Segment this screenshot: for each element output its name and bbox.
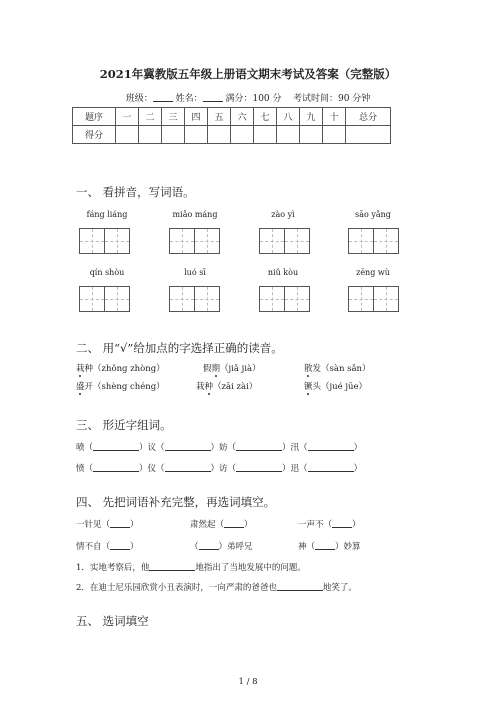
reading-item — [203, 362, 261, 374]
idiom-text: ） — [352, 520, 361, 530]
reading-item — [76, 380, 165, 392]
char-prompt: ）访（ — [210, 464, 237, 474]
pinyin-label: sāo yǎng — [355, 210, 391, 219]
section-5-heading: 五、 选词填空 — [76, 614, 149, 628]
pinyin-label: qín shòu — [89, 268, 125, 277]
answer-blank[interactable] — [308, 463, 354, 472]
question-text: 地指出了当地发展中的问题。 — [195, 563, 306, 573]
score-header-cell: 十 — [323, 108, 346, 126]
idiom-item — [298, 518, 361, 530]
answer-blank[interactable] — [199, 541, 219, 550]
char-prompt: ）仪（ — [139, 464, 165, 474]
word-group-row — [76, 441, 362, 453]
idiom-text: ）妙算 — [335, 542, 361, 552]
idiom-text: 肃然起（ — [190, 520, 225, 530]
score-header-cell: 六 — [231, 108, 254, 126]
score-cell[interactable] — [254, 126, 277, 144]
pinyin-label: zào yì — [271, 210, 295, 219]
plain-char: 栽 — [196, 382, 205, 392]
answer-blank[interactable] — [236, 463, 282, 472]
answer-blank[interactable] — [308, 442, 354, 451]
reading-options[interactable]: （zāi zài） — [213, 382, 258, 392]
answer-blank[interactable] — [165, 442, 211, 451]
question-text: 2．在迪士尼乐园欣赏小丑表演时，一向严肃的爸爸也 — [76, 583, 277, 593]
dotted-char: 栽 — [76, 364, 85, 374]
idiom-text: 神（ — [298, 542, 316, 552]
section-2-heading: 二、 用“√”给加点的字选择正确的读音。 — [76, 341, 283, 355]
writing-box[interactable] — [284, 286, 310, 312]
dotted-char: 期 — [211, 364, 221, 374]
idiom-text: ） — [130, 520, 139, 530]
score-cell[interactable] — [116, 126, 139, 144]
char-prompt: ） — [353, 443, 363, 453]
reading-options[interactable]: 开（shèng chéng） — [84, 382, 165, 392]
section-3-heading: 三、 形近字组词。 — [76, 418, 172, 432]
exam-info — [0, 91, 496, 104]
char-prompt: ）汛（ — [282, 443, 308, 453]
char-prompt: 愤（ — [76, 464, 94, 474]
fill-question-2 — [76, 581, 357, 593]
score-cell[interactable] — [346, 126, 391, 144]
answer-blank[interactable] — [224, 519, 244, 528]
pinyin-label: luó sī — [184, 268, 206, 277]
writing-box[interactable] — [373, 228, 399, 254]
question-text: 1．实地考察后，他 — [76, 563, 150, 573]
answer-blank[interactable] — [110, 541, 130, 550]
score-cell[interactable] — [139, 126, 162, 144]
answer-blank[interactable] — [315, 541, 335, 550]
idiom-item — [76, 540, 139, 552]
char-prompt: ）迅（ — [282, 464, 308, 474]
score-header-cell: 二 — [139, 108, 162, 126]
idiom-text: 情不自（ — [76, 542, 111, 552]
name-blank — [203, 92, 223, 102]
plain-char: 假 — [203, 364, 212, 374]
writing-box[interactable] — [284, 228, 310, 254]
page-title: 2021年冀教版五年级上册语文期末考试及答案（完整版） — [99, 67, 397, 81]
writing-box[interactable] — [79, 228, 105, 254]
idiom-text: （ — [190, 542, 199, 552]
answer-blank[interactable] — [332, 519, 352, 528]
writing-box[interactable] — [169, 286, 195, 312]
writing-box[interactable] — [259, 286, 285, 312]
idiom-item — [298, 540, 361, 552]
score-cell[interactable] — [300, 126, 323, 144]
answer-blank[interactable] — [165, 463, 211, 472]
answer-blank[interactable] — [110, 519, 130, 528]
score-header-cell: 八 — [277, 108, 300, 126]
dotted-char: 盛 — [76, 382, 85, 392]
reading-item — [304, 362, 371, 374]
writing-box[interactable] — [373, 286, 399, 312]
class-label: 班级： — [125, 94, 153, 104]
writing-box[interactable] — [79, 286, 105, 312]
score-cell[interactable] — [185, 126, 208, 144]
score-header-cell: 七 — [254, 108, 277, 126]
idiom-text: ） — [130, 542, 139, 552]
char-prompt: ）妨（ — [210, 443, 237, 453]
pinyin-label: fáng liáng — [86, 210, 128, 219]
writing-box[interactable] — [194, 286, 220, 312]
score-header-cell: 题序 — [73, 108, 116, 126]
class-blank — [153, 92, 173, 102]
score-table — [72, 107, 391, 144]
section-1-heading: 一、 看拼音，写词语。 — [76, 185, 195, 199]
char-prompt: ） — [353, 464, 363, 474]
idiom-item — [76, 518, 139, 530]
writing-box[interactable] — [104, 228, 130, 254]
reading-item — [76, 362, 165, 374]
score-cell[interactable] — [231, 126, 254, 144]
reading-item — [304, 380, 367, 392]
idiom-item — [190, 518, 253, 530]
reading-item — [196, 380, 257, 392]
page-number: 1 / 8 — [238, 677, 258, 687]
score-header-cell: 五 — [208, 108, 231, 126]
score-header-cell: 总分 — [346, 108, 391, 126]
score-cell[interactable] — [162, 126, 185, 144]
dotted-char: 种 — [204, 382, 214, 392]
reading-options[interactable]: （jiǎ jià） — [220, 364, 261, 374]
dotted-char: 散 — [304, 364, 313, 374]
idiom-text: ）弟呼兄 — [218, 542, 253, 552]
writing-box[interactable] — [169, 228, 195, 254]
answer-blank[interactable] — [149, 562, 195, 571]
writing-box[interactable] — [348, 228, 374, 254]
section-4-heading: 四、 先把词语补充完整，再选词填空。 — [76, 495, 276, 509]
fill-question-1 — [76, 561, 306, 573]
score-header-cell: 九 — [300, 108, 323, 126]
reading-options[interactable]: 发（sàn sǎn） — [312, 364, 371, 374]
full-score: 满分：100 分 — [225, 94, 282, 104]
reading-options[interactable]: 头（jué jūe） — [312, 382, 367, 392]
idiom-item — [190, 540, 253, 552]
score-table-header-row — [73, 108, 391, 126]
score-cell[interactable] — [208, 126, 231, 144]
score-header-cell: 三 — [162, 108, 185, 126]
answer-blank[interactable] — [93, 442, 139, 451]
answer-blank[interactable] — [93, 463, 139, 472]
idiom-text: ） — [244, 520, 253, 530]
score-cell[interactable] — [277, 126, 300, 144]
answer-blank[interactable] — [277, 582, 323, 591]
score-header-cell: 一 — [116, 108, 139, 126]
score-header-cell: 四 — [185, 108, 208, 126]
question-text: 地笑了。 — [322, 583, 357, 593]
score-row-label: 得分 — [73, 126, 116, 144]
score-table-score-row — [73, 126, 391, 144]
reading-options[interactable]: 种（zhǒng zhòng） — [84, 364, 165, 374]
idiom-text: 一针见（ — [76, 520, 111, 530]
pinyin-label: niǔ kòu — [267, 268, 299, 277]
score-cell[interactable] — [323, 126, 346, 144]
pinyin-label: miǎo máng — [172, 210, 218, 219]
char-prompt: ）议（ — [139, 443, 165, 453]
writing-box[interactable] — [259, 228, 285, 254]
exam-time: 考试时间：90 分钟 — [292, 94, 371, 104]
idiom-text: 一声不（ — [298, 520, 333, 530]
dotted-char: 镢 — [304, 382, 313, 392]
name-label: 姓名： — [175, 94, 203, 104]
writing-box[interactable] — [348, 286, 374, 312]
writing-box[interactable] — [104, 286, 130, 312]
answer-blank[interactable] — [236, 442, 282, 451]
word-group-row — [76, 462, 362, 474]
char-prompt: 喷（ — [76, 443, 94, 453]
pinyin-label: zēng wù — [356, 268, 390, 277]
writing-box[interactable] — [194, 228, 220, 254]
